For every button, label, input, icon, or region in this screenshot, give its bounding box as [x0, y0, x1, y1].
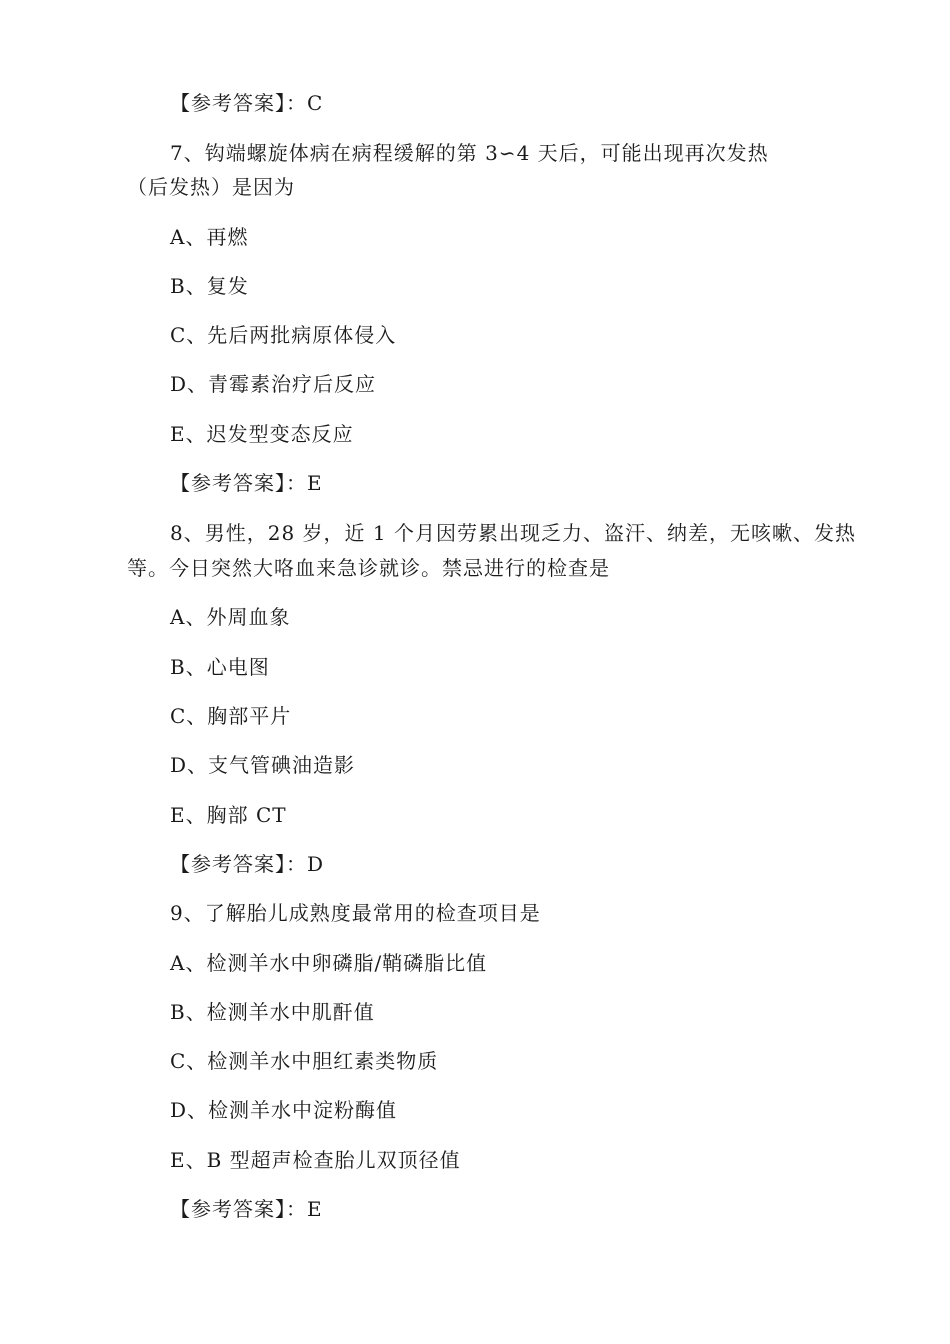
option-line: D、支气管碘油造影	[170, 753, 356, 777]
option-line: C、检测羊水中胆红素类物质	[170, 1049, 439, 1073]
answer-line: 【参考答案】：D	[170, 852, 325, 876]
question-9-line-1: 9、了解胎儿成熟度最常用的检查项目是	[170, 901, 541, 925]
option-line: A、检测羊水中卵磷脂/鞘磷脂比值	[170, 951, 488, 975]
option-line: B、检测羊水中肌酐值	[170, 1000, 375, 1024]
option-line: D、检测羊水中淀粉酶值	[170, 1098, 398, 1122]
question-8-line-2: 等。今日突然大咯血来急诊就诊。禁忌进行的检查是	[127, 556, 610, 580]
option-line: A、外周血象	[170, 605, 291, 629]
option-line: E、迟发型变态反应	[170, 422, 354, 446]
option-line: B、复发	[170, 274, 249, 298]
answer-line: 【参考答案】：E	[170, 1197, 323, 1221]
option-line: B、心电图	[170, 655, 270, 679]
option-line: E、胸部 CT	[170, 803, 287, 827]
question-7-line-2: （后发热）是因为	[127, 175, 295, 199]
answer-line: 【参考答案】：C	[170, 91, 324, 115]
option-line: D、青霉素治疗后反应	[170, 372, 377, 396]
option-line: E、B 型超声检查胎儿双顶径值	[170, 1148, 461, 1172]
option-line: A、再燃	[170, 225, 249, 249]
question-8-line-1: 8、男性，28 岁，近 1 个月因劳累出现乏力、盗汗、纳差，无咳嗽、发热	[170, 521, 856, 545]
option-line: C、胸部平片	[170, 704, 292, 728]
question-7-line-1: 7、钩端螺旋体病在病程缓解的第 3∽4 天后，可能出现再次发热	[170, 141, 769, 165]
answer-line: 【参考答案】：E	[170, 471, 323, 495]
option-line: C、先后两批病原体侵入	[170, 323, 397, 347]
